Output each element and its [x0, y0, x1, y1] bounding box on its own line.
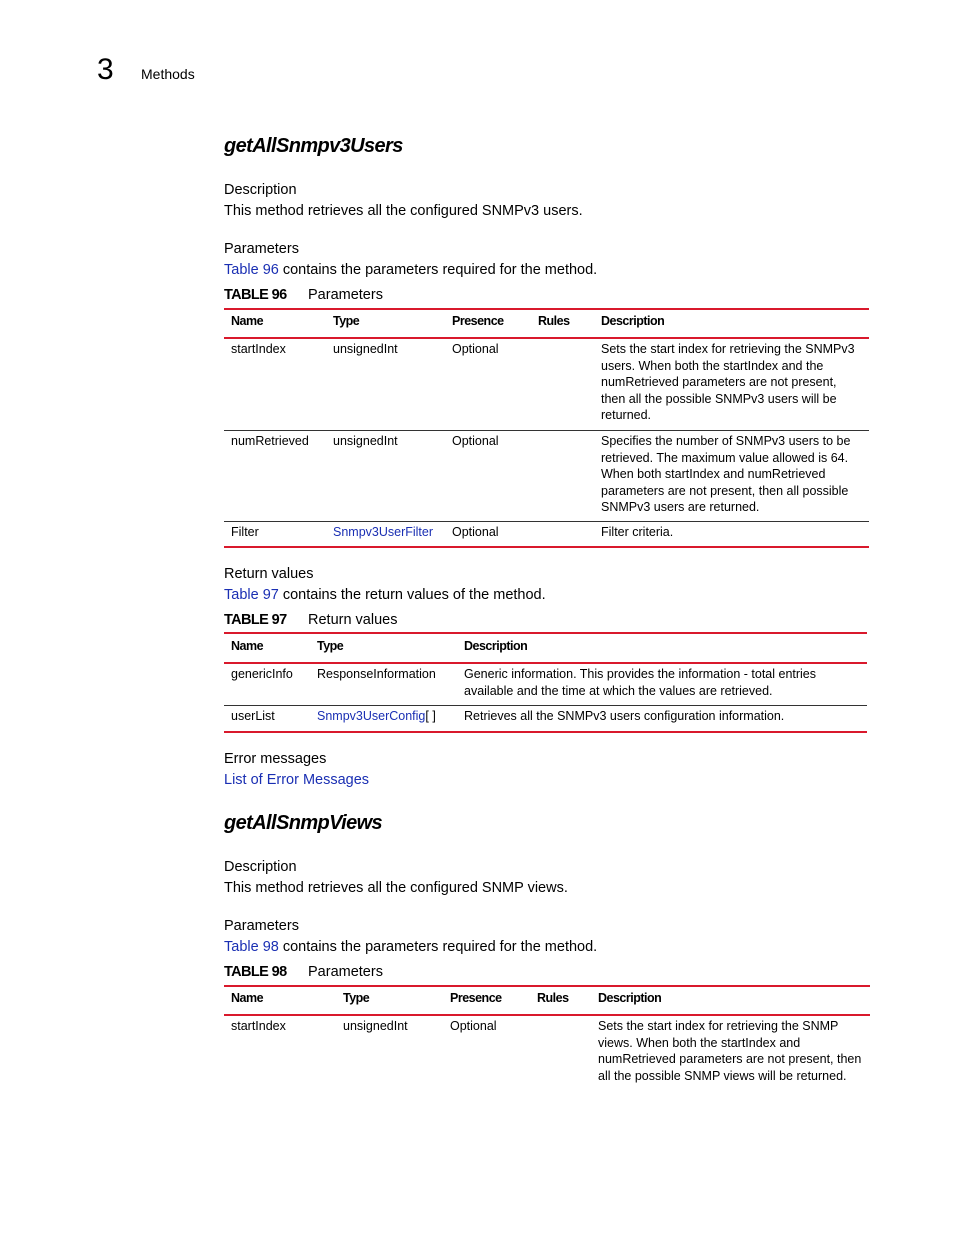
snmpv3-user-config-link[interactable]: Snmpv3UserConfig: [317, 709, 426, 723]
column-header: Type: [317, 639, 344, 653]
table-cell: Optional: [452, 342, 499, 356]
parameters-heading: Parameters: [224, 241, 299, 257]
column-header: Name: [231, 991, 264, 1005]
column-header: Name: [231, 639, 264, 653]
error-messages-link[interactable]: List of Error Messages: [224, 772, 370, 788]
section-title: getAllSnmpViews: [224, 812, 383, 834]
description-heading: Description: [224, 859, 297, 875]
column-header: Type: [333, 314, 360, 328]
table-cell: Specifies the number of SNMPv3 users to be retrieved. The maximum value allowed is 64. When both startIndex and numRetrieved parameters are not present, then all possible SNMPv3 users are returned.: [601, 434, 851, 515]
table-cell: Filter: [231, 525, 259, 539]
table-cell: Retrieves all the SNMPv3 users configuration information.: [464, 709, 785, 723]
parameters-heading: Parameters: [224, 918, 299, 934]
parameters-intro: Table 98 contains the parameters required for the method.: [224, 939, 598, 955]
column-header: Name: [231, 314, 264, 328]
description-text: This method retrieves all the configured SNMPv3 users.: [224, 203, 583, 219]
table-cell: unsignedInt: [333, 434, 398, 448]
column-header: Presence: [450, 991, 502, 1005]
column-header: Presence: [452, 314, 504, 328]
table-97-link[interactable]: Table 97: [224, 587, 279, 603]
description-text: This method retrieves all the configured SNMP views.: [224, 880, 568, 896]
column-header: Description: [598, 991, 662, 1005]
table-cell: Optional: [452, 525, 499, 539]
chapter-title: Methods: [141, 66, 195, 82]
column-header: Rules: [537, 991, 569, 1005]
table-cell: unsignedInt: [343, 1019, 408, 1033]
error-messages-heading: Error messages: [224, 751, 327, 767]
snmpv3-user-filter-link[interactable]: Snmpv3UserFilter: [333, 525, 434, 539]
table-cell: startIndex: [231, 342, 286, 356]
column-header: Description: [601, 314, 665, 328]
table-cell: numRetrieved: [231, 434, 309, 448]
table-cell: Optional: [450, 1019, 497, 1033]
table-cell: Sets the start index for retrieving the SNMP views. When both the startIndex and numRetrieved parameters are not present, then all the possible SNMP views will be returned.: [598, 1019, 862, 1083]
table-cell: userList: [231, 709, 275, 723]
table-cell: Filter criteria.: [601, 525, 674, 539]
table-cell: startIndex: [231, 1019, 286, 1033]
section-title: getAllSnmpv3Users: [224, 135, 403, 157]
parameters-intro: Table 96 contains the parameters required for the method.: [224, 262, 598, 278]
table-97-caption: TABLE 97 Return values: [224, 612, 398, 628]
column-header: Rules: [538, 314, 570, 328]
table-98-link[interactable]: Table 98: [224, 939, 279, 955]
table-cell: unsignedInt: [333, 342, 398, 356]
chapter-number: 3: [97, 53, 114, 86]
description-heading: Description: [224, 182, 297, 198]
table-cell: genericInfo: [231, 667, 293, 681]
table-cell: Optional: [452, 434, 499, 448]
return-values-heading: Return values: [224, 566, 314, 582]
column-header: Description: [464, 639, 528, 653]
table-cell: Sets the start index for retrieving the SNMPv3 users. When both the startIndex and the numRetrieved parameters are not present, then all the possible SNMPv3 users will be returned.: [601, 342, 855, 423]
column-header: Type: [343, 991, 370, 1005]
table-98-caption: TABLE 98 Parameters: [224, 964, 383, 980]
table-cell: Generic information. This provides the information - total entries available and the time at which the values are retrieved.: [464, 667, 817, 698]
table-96-link[interactable]: Table 96: [224, 262, 279, 278]
return-values-intro: Table 97 contains the return values of the method.: [224, 587, 546, 603]
table-cell: Snmpv3UserConfig[ ]: [317, 709, 436, 723]
table-96-caption: TABLE 96 Parameters: [224, 287, 383, 303]
table-cell: ResponseInformation: [317, 667, 436, 681]
